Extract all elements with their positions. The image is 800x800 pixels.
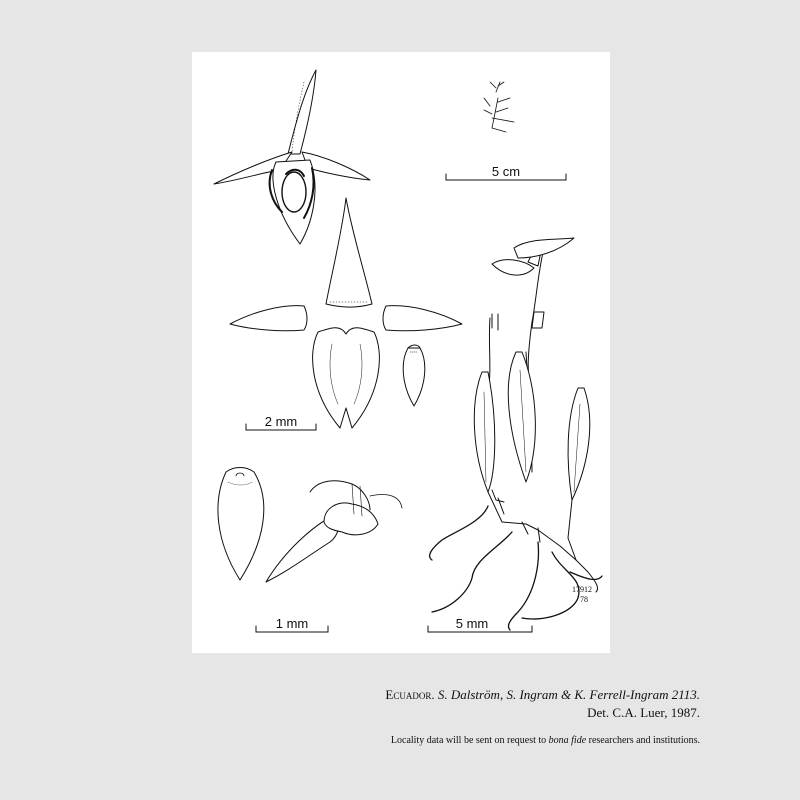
artist-mark-line1: 17912 bbox=[572, 585, 592, 594]
scale-label-5mm: 5 mm bbox=[455, 616, 489, 631]
botanical-drawing bbox=[192, 52, 610, 653]
lip-enlarged bbox=[218, 468, 264, 581]
plant-habit bbox=[430, 238, 602, 630]
note-suffix: researchers and institutions. bbox=[588, 735, 700, 746]
dorsal-sepal bbox=[326, 198, 372, 307]
note-prefix: Locality data will be sent on request to bbox=[390, 735, 547, 746]
collectors: S. Dalström, S. Ingram & K. Ferrell-Ingram 2113. bbox=[437, 687, 700, 702]
synsepal bbox=[313, 328, 380, 428]
habit-sketch bbox=[484, 82, 514, 132]
illustration-plate bbox=[192, 52, 610, 653]
column-side-view bbox=[266, 481, 402, 582]
artist-signature bbox=[572, 585, 592, 604]
locality-note bbox=[391, 735, 700, 746]
lateral-petals bbox=[230, 306, 462, 331]
specimen-caption bbox=[385, 686, 700, 722]
scale-label-1mm: 1 mm bbox=[275, 616, 309, 631]
artist-mark-line2: 78 bbox=[580, 595, 588, 604]
scale-bar-1mm bbox=[256, 616, 328, 632]
scale-label-5cm: 5 cm bbox=[491, 164, 521, 179]
collection-line bbox=[385, 686, 700, 704]
determination: Det. C.A. Luer, 1987. bbox=[587, 705, 700, 720]
scale-bar-2mm bbox=[246, 414, 316, 430]
scale-bar-5mm bbox=[428, 616, 532, 632]
country: Ecuador. bbox=[385, 687, 435, 702]
small-lip bbox=[403, 345, 425, 406]
scale-bar-5cm bbox=[446, 164, 566, 180]
scale-label-2mm: 2 mm bbox=[264, 414, 298, 429]
note-italic: bona fide bbox=[548, 735, 587, 746]
